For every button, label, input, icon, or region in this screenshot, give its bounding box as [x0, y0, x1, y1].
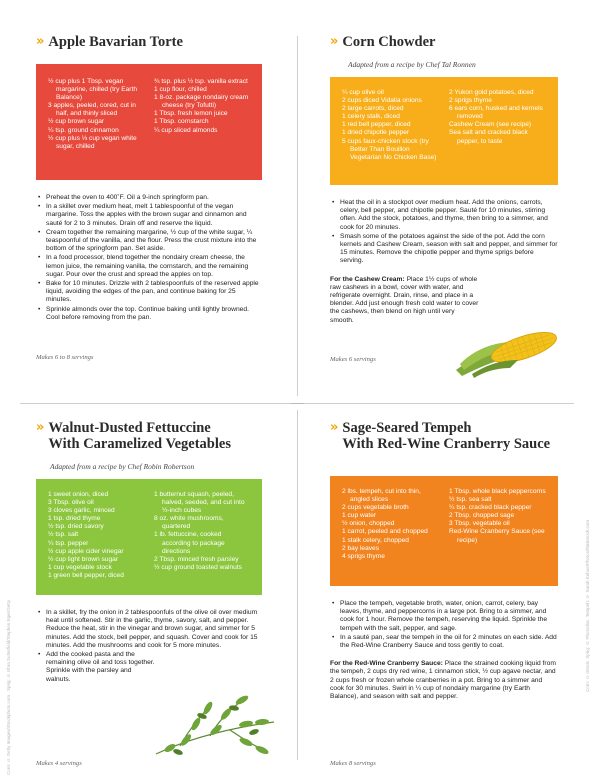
- ingredient-item: 1 8-oz. package nondairy cream cheese (try Tofutti): [154, 94, 249, 110]
- instruction-step: • In a sauté pan, sear the tempeh in the oil for 2 minutes on each side. Add the Red-Wine Cranberry Sauce and toss gently to coat.: [330, 634, 558, 650]
- ingredient-item: ¼ tsp. cracked black pepper: [449, 504, 532, 512]
- recipe-title: [48, 420, 231, 452]
- ingredient-item: 1 butternut squash, peeled, halved, seeded, and cut into ½-inch cubes: [154, 491, 245, 515]
- ingredient-item: 1 celery stalk, diced: [342, 113, 400, 121]
- servings-note: Makes 6 to 8 servings: [36, 354, 94, 361]
- ingredient-item: 2 large carrots, diced: [342, 105, 404, 113]
- vertical-divider-lower: [297, 410, 298, 760]
- ingredient-item: 2 cups diced Vidalia onions: [342, 97, 422, 105]
- ingredients-box: [36, 64, 262, 180]
- ingredient-item: Sea salt and cracked black pepper, to taste: [449, 129, 528, 145]
- ingredients-col-right: [449, 488, 546, 576]
- recipe-title-line2: With Caramelized Vegetables: [48, 436, 231, 452]
- ingredient-item: 1 dried chipotle pepper: [342, 129, 410, 137]
- ingredient-item: 2 Yukon gold potatoes, diced: [449, 89, 534, 96]
- ingredient-item: 1 stalk celery, chopped: [342, 536, 409, 544]
- recipe-title-line2: With Red-Wine Cranberry Sauce: [342, 436, 551, 452]
- recipe-title-row: [330, 34, 558, 50]
- ingredient-item: ½ cup brown sugar: [48, 118, 105, 126]
- ingredient-item: ½ tsp. dried savory: [48, 523, 104, 531]
- instruction-step: • Smash some of the potatoes against the side of the pot. Add the corn kernels and Cashew Cream, season with salt and pepper, and simmer for 15 minutes. Remove the chipotle pepper and thyme sprigs before serving.: [330, 233, 558, 266]
- chevron-double-right-icon: »: [330, 420, 337, 435]
- crop-mark: [290, 403, 304, 404]
- recipe-attribution: Adapted from a recipe by Chef Robin Robertson: [50, 462, 195, 471]
- ingredients-col-right: [154, 78, 250, 170]
- ingredient-item: 1 lb. fettuccine, cooked according to package directions: [154, 531, 225, 555]
- chevron-double-right-icon: »: [36, 34, 43, 49]
- note-label: For the Cashew Cream:: [330, 275, 405, 283]
- ingredients-box: [330, 476, 558, 586]
- ingredient-item: 1 cup vegetable stock: [48, 563, 112, 571]
- ingredients-box: [36, 479, 262, 595]
- ingredient-item: 2 bay leaves: [342, 544, 380, 552]
- ingredient-item: 1 Tbsp. cornstarch: [154, 118, 209, 126]
- ingredient-item: ¼ tsp. ground cinnamon: [48, 126, 119, 134]
- instruction-step: • Place the tempeh, vegetable broth, water, onion, carrot, celery, bay leaves, thyme, and peppercorns in a large pot. Bring to a simmer, and cook for 1 hour. Remove the tempeh, reserving the liquid. Sprinkle the tempeh with the salt, pepper, and sage.: [330, 600, 558, 633]
- herb-sprig-illustration: [150, 688, 280, 764]
- ingredient-item: ½ cup apple cider vinegar: [48, 547, 124, 555]
- ingredient-item: 5 cups faux-chicken stock (try Better Than Bouillon Vegetarian No Chicken Base): [342, 137, 437, 161]
- instruction-step: • Cream together the remaining margarine, ½ cup of the white sugar, ¼ teaspoonful of the vanilla, and the flour. Press the crust mixture into the bottom of the springform pan. Set aside.: [36, 229, 262, 254]
- instructions-list: [36, 194, 262, 322]
- ingredient-item: 1 green bell pepper, diced: [48, 571, 124, 579]
- ingredient-item: Cashew Cream (see recipe): [449, 121, 532, 129]
- chevron-double-right-icon: »: [36, 420, 43, 435]
- ingredients-col-right: [449, 89, 546, 175]
- recipe-attribution: Adapted from a recipe by Chef Tal Ronnen: [348, 60, 476, 69]
- ingredient-item: 1 Tbsp. fresh lemon juice: [154, 110, 228, 118]
- ingredient-item: 3 apples, peeled, cored, cut in half, and thinly sliced: [48, 102, 136, 118]
- note-label: For the Red-Wine Cranberry Sauce:: [330, 660, 443, 668]
- instruction-step: • Sprinkle almonds over the top. Continue baking until lightly browned. Cool before removing from the pan.: [36, 306, 262, 322]
- ingredient-item: 2 Tbsp. minced fresh parsley: [154, 555, 239, 563]
- ingredients-col-left: [342, 488, 439, 576]
- servings-note: Makes 4 servings: [36, 760, 82, 767]
- ingredient-item: ½ onion, chopped: [342, 520, 395, 528]
- ingredient-item: 2 cups vegetable broth: [342, 504, 409, 512]
- ingredient-item: 1 cup water: [342, 512, 377, 520]
- instruction-step: • In a skillet over medium heat, melt 1 tablespoonful of the vegan margarine. Toss the apples with the brown sugar and cinnamon and sauté for 2 to 3 minutes. Drain off and reserve the liquid.: [36, 203, 262, 228]
- ingredient-item: ½ cup plus 1 Tbsp. vegan margarine, chilled (try Earth Balance): [48, 78, 137, 102]
- photo-credit: Corn: © iStock. Sprig: © Photodisc. Tempeh: © Sarah Kehoe/Photos/thinkstock.com: [585, 520, 590, 692]
- instruction-step: • Bake for 10 minutes. Drizzle with 2 tablespoonfuls of the reserved apple liquid, avoiding the edges of the pan, and continue baking for 25 minutes.: [36, 280, 262, 305]
- ingredient-item: 2 Tbsp. chopped sage: [449, 512, 515, 520]
- ingredient-item: ½ cup ground toasted walnuts: [154, 563, 242, 571]
- recipe-tempeh: [330, 420, 558, 701]
- ingredient-item: 1 red bell pepper, diced: [342, 121, 411, 129]
- instruction-step: • Preheat the oven to 400˚F. Oil a 9-inch springform pan.: [36, 194, 262, 202]
- recipe-title-row: [36, 420, 262, 452]
- ingredient-item: ¼ tsp. pepper: [48, 539, 89, 547]
- sub-recipe-note: [330, 660, 558, 701]
- recipe-title-line1: Walnut-Dusted Fettuccine: [48, 420, 211, 436]
- ingredients-box: [330, 77, 558, 185]
- recipe-title: Apple Bavarian Torte: [48, 34, 183, 50]
- instruction-step: • Add the cooked pasta and the remaining olive oil and toss together. Sprinkle with the parsley and walnuts.: [36, 651, 156, 684]
- instructions-list: [330, 199, 558, 266]
- recipe-fettuccine: [36, 420, 262, 685]
- ingredients-col-left: [342, 89, 439, 175]
- note-text: Place the strained cooking liquid from the tempeh, 2 cups dry red wine, 1 cinnamon stick, ½ cup agave nectar, and 2 cups fresh or frozen whole cranberries in a pot. Bring to a simmer and cook for 30 minutes. Swirl in ¼ cup of nondairy margarine (try Earth Balance), and season with salt and pepper.: [330, 660, 556, 701]
- recipe-title-row: [330, 420, 558, 452]
- ingredient-item: Red-Wine Cranberry Sauce (see recipe): [449, 528, 545, 544]
- ingredients-col-right: [154, 491, 250, 585]
- ingredient-item: 2 sprigs thyme: [449, 97, 492, 105]
- ingredient-item: 1 carrot, peeled and chopped: [342, 528, 428, 536]
- ingredient-item: ½ cup plus ⅓ cup vegan white sugar, chilled: [48, 134, 137, 150]
- note-text: Place 1½ cups of whole raw cashews in a bowl, cover with water, and refrigerate overnight. Drain, rinse, and place in a blender. Add just enough fresh cold water to cover the cashews, then blend on high until very smooth.: [330, 275, 479, 324]
- instructions-list: [330, 600, 558, 650]
- ingredient-item: ½ tsp. salt: [48, 531, 79, 539]
- corn-illustration: [452, 318, 562, 378]
- ingredient-item: 2 lbs. tempeh, cut into thin, angled slices: [342, 488, 421, 504]
- instructions-list: [36, 609, 262, 684]
- ingredient-item: ½ cup light brown sugar: [48, 555, 119, 563]
- servings-note: Makes 6 servings: [330, 356, 376, 363]
- vertical-divider: [297, 36, 298, 396]
- ingredient-item: ½ tsp. sea salt: [449, 496, 492, 504]
- recipe-apple-torte: [36, 34, 262, 323]
- ingredient-item: 4 sprigs thyme: [342, 552, 385, 560]
- ingredient-item: 3 Tbsp. vegetable oil: [449, 520, 510, 528]
- instruction-step: • Heat the oil in a stockpot over medium heat. Add the onions, carrots, celery, bell pepper, and chipotle pepper. Sauté for 10 minutes, stirring often. Add the stock, potatoes, and thyme, then bring to a simmer, and cook for 20 minutes.: [330, 199, 558, 232]
- ingredient-item: 1 tsp. dried thyme: [48, 515, 101, 523]
- chevron-double-right-icon: »: [330, 34, 337, 49]
- servings-note: Makes 8 servings: [330, 760, 376, 767]
- ingredient-item: 1 sweet onion, diced: [48, 491, 109, 498]
- ingredient-item: 3 Tbsp. olive oil: [48, 499, 94, 507]
- ingredient-item: ¼ cup olive oil: [342, 89, 384, 96]
- recipe-title-line1: Sage-Seared Tempeh: [342, 420, 472, 436]
- recipe-title-row: [36, 34, 262, 50]
- recipe-corn-chowder: [330, 34, 558, 325]
- instruction-step: • In a skillet, fry the onion in 2 tablespoonfuls of the olive oil over medium heat until softened. Stir in the garlic, thyme, savory, salt, and pepper. Reduce the heat, stir in the vinegar and brown sugar, and simmer for 5 minutes. Add the stock, bell pepper, and squash. Cover and cook for 15 minutes. Add the mushrooms and cook for 5 more minutes.: [36, 609, 262, 650]
- ingredient-item: 1 Tbsp. whole black peppercorns: [449, 488, 546, 495]
- ingredient-item: 6 ears corn, husked and kernels removed: [449, 105, 543, 121]
- ingredient-item: 1 cup flour, chilled: [154, 86, 207, 94]
- ingredient-item: 8 oz. white mushrooms, quartered: [154, 515, 224, 531]
- recipe-title: [342, 420, 550, 452]
- ingredients-col-left: [48, 78, 144, 170]
- footer-credit: Corn: © Getty Images/iStockphoto.com · Sprig: © Ehra Sutterfield/Stephen Eger/Getty: [6, 600, 11, 775]
- ingredient-item: 3 cloves garlic, minced: [48, 507, 115, 515]
- recipe-title: Corn Chowder: [342, 34, 436, 50]
- ingredients-col-left: [48, 491, 144, 585]
- ingredient-item: ¾ tsp. plus ½ tsp. vanilla extract: [154, 78, 248, 85]
- ingredient-item: ¼ cup sliced almonds: [154, 126, 218, 134]
- instruction-step: • In a food processor, blend together the nondairy cream cheese, the lemon juice, the remaining vanilla, the cornstarch, and the remaining sugar. Pour over the crust and spread the apples on top.: [36, 254, 262, 279]
